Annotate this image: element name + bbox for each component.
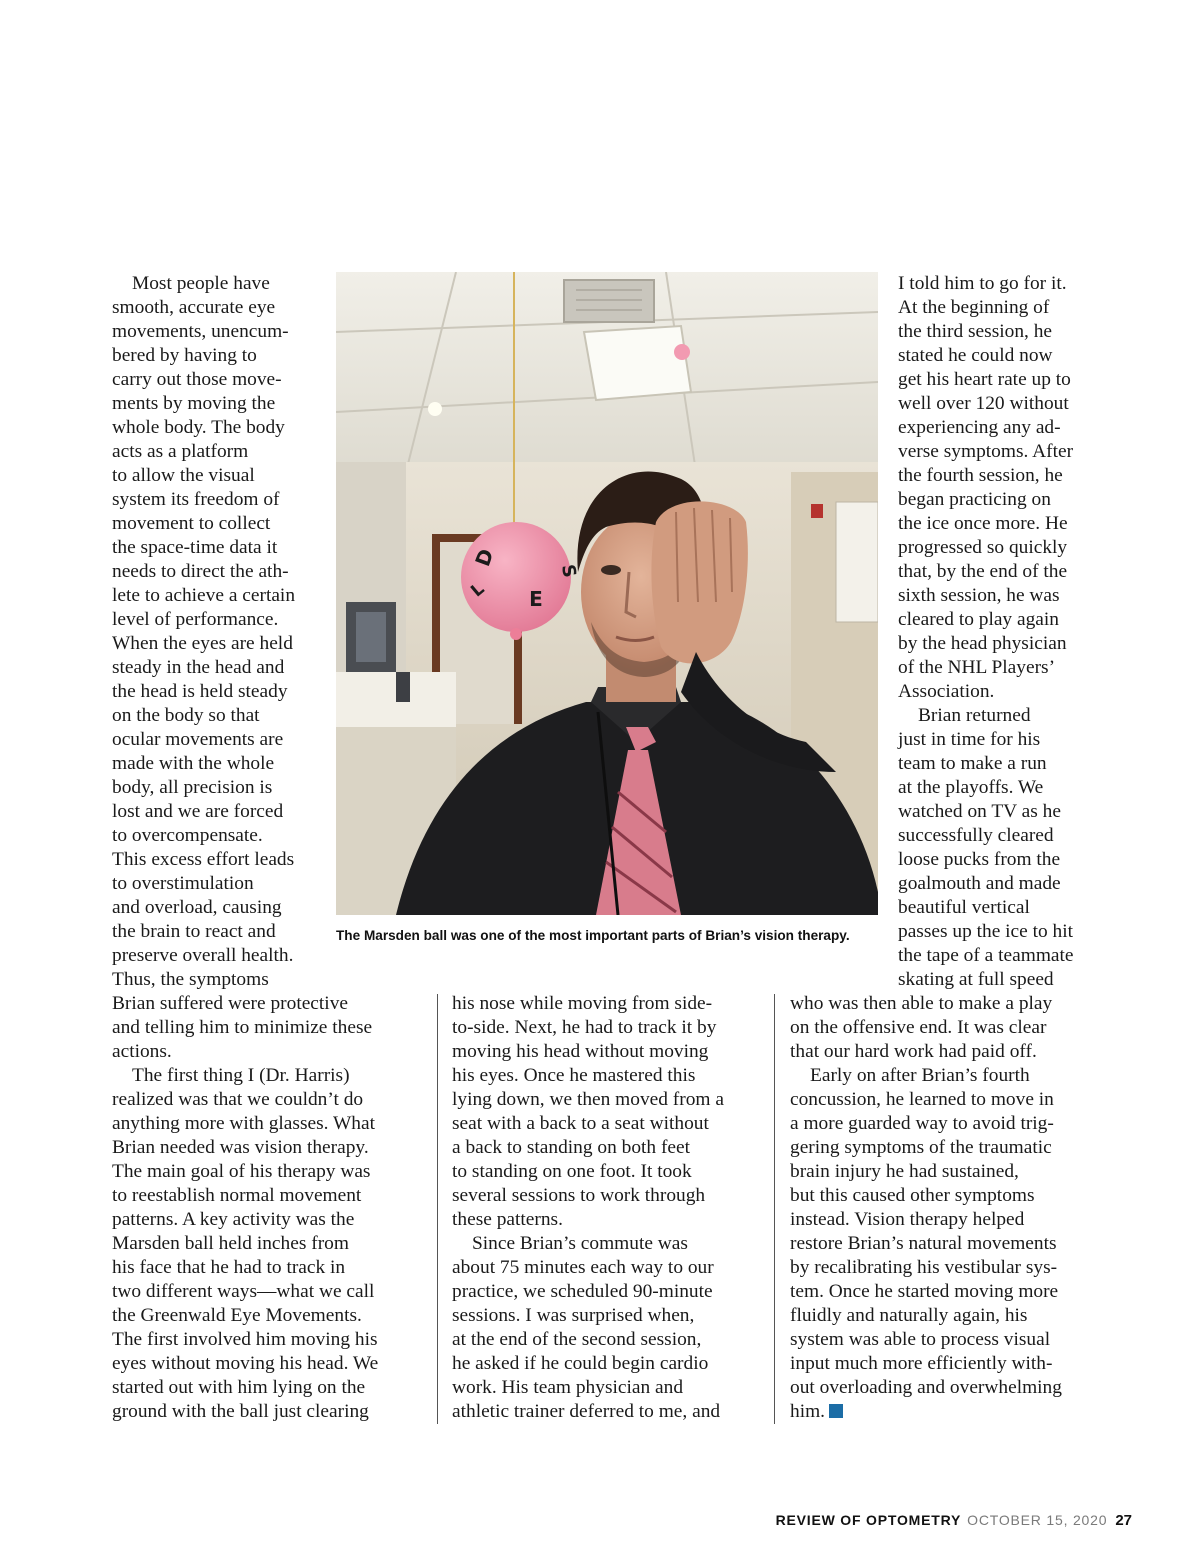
text-line: Brian suffered were protective xyxy=(112,993,348,1014)
text-line: I told him to go for it. xyxy=(898,273,1067,294)
text-line: sessions. I was surprised when, xyxy=(452,1305,695,1326)
text-line: his eyes. Once he mastered this xyxy=(452,1065,696,1086)
text-line: gering symptoms of the traumatic xyxy=(790,1137,1052,1158)
text-line: his nose while moving from side- xyxy=(452,993,713,1014)
text-line: but this caused other symptoms xyxy=(790,1185,1035,1206)
text-line: fluidly and naturally again, his xyxy=(790,1305,1028,1326)
text-line: patterns. A key activity was the xyxy=(112,1209,355,1230)
text-line: the Greenwald Eye Movements. xyxy=(112,1305,362,1326)
text-line: instead. Vision therapy helped xyxy=(790,1209,1025,1230)
text-line: team to make a run xyxy=(898,753,1047,774)
text-line: that our hard work had paid off. xyxy=(790,1041,1037,1062)
text-line: sixth session, he was xyxy=(898,585,1060,606)
text-line: at the playoffs. We xyxy=(898,777,1044,798)
text-line: brain injury he had sustained, xyxy=(790,1161,1019,1182)
text-line: needs to direct the ath- xyxy=(112,561,289,582)
text-line: a back to standing on both feet xyxy=(452,1137,691,1158)
text-line: smooth, accurate eye xyxy=(112,297,276,318)
ball-letter: D xyxy=(470,545,499,570)
magazine-name: REVIEW OF OPTOMETRY xyxy=(775,1512,962,1528)
text-line: carry out those move- xyxy=(112,369,282,390)
column-divider-2 xyxy=(774,994,775,1424)
text-line: the head is held steady xyxy=(112,681,288,702)
text-line: ground with the ball just clearing xyxy=(112,1401,369,1422)
text-line: Since Brian’s commute was xyxy=(472,1233,688,1254)
text-line: by the head physician xyxy=(898,633,1067,654)
text-line: several sessions to work through xyxy=(452,1185,706,1206)
text-line: watched on TV as he xyxy=(898,801,1061,822)
text-line: Most people have xyxy=(132,273,270,294)
text-line: experiencing any ad- xyxy=(898,417,1061,438)
text-line: verse symptoms. After xyxy=(898,441,1074,462)
text-line: movement to collect xyxy=(112,513,271,534)
page-footer xyxy=(776,1511,1132,1530)
text-line: system its freedom of xyxy=(112,489,280,510)
text-line: The first involved him moving his xyxy=(112,1329,378,1350)
column-divider-1 xyxy=(437,994,438,1424)
text-line: Marsden ball held inches from xyxy=(112,1233,349,1254)
text-line: input much more efficiently with- xyxy=(790,1353,1053,1374)
text-line: body, all precision is xyxy=(112,777,273,798)
text-line: these patterns. xyxy=(452,1209,563,1230)
text-line: ocular movements are xyxy=(112,729,284,750)
text-line: his face that he had to track in xyxy=(112,1257,346,1278)
text-line: actions. xyxy=(112,1041,172,1062)
text-line: tem. Once he started moving more xyxy=(790,1281,1059,1302)
text-line: made with the whole xyxy=(112,753,275,774)
text-line: cleared to play again xyxy=(898,609,1059,630)
text-line: the tape of a teammate xyxy=(898,945,1074,966)
text-line: by recalibrating his vestibular sys- xyxy=(790,1257,1058,1278)
text-line: moving his head without moving xyxy=(452,1041,709,1062)
text-line: At the beginning of xyxy=(898,297,1050,318)
text-line: steady in the head and xyxy=(112,657,285,678)
text-line: realized was that we couldn’t do xyxy=(112,1089,364,1110)
text-line: lost and we are forced xyxy=(112,801,284,822)
ball-letter: E xyxy=(529,587,543,611)
text-line: stated he could now xyxy=(898,345,1053,366)
text-line: and overload, causing xyxy=(112,897,282,918)
text-line: of the NHL Players’ xyxy=(898,657,1056,678)
text-line: the third session, he xyxy=(898,321,1053,342)
text-line: at the end of the second session, xyxy=(452,1329,702,1350)
photo-caption: The Marsden ball was one of the most important parts of Brian’s vision therapy. xyxy=(336,928,850,943)
text-line: Early on after Brian’s fourth xyxy=(810,1065,1030,1086)
text-line: acts as a platform xyxy=(112,441,249,462)
issue-date: OCTOBER 15, 2020 xyxy=(967,1512,1108,1528)
text-line: This excess effort leads xyxy=(112,849,295,870)
text-line: on the offensive end. It was clear xyxy=(790,1017,1047,1038)
text-line: well over 120 without xyxy=(898,393,1069,414)
text-line: to allow the visual xyxy=(112,465,255,486)
text-line: whole body. The body xyxy=(112,417,285,438)
page-number: 27 xyxy=(1115,1512,1132,1529)
text-line: to-side. Next, he had to track it by xyxy=(452,1017,717,1038)
text-line: about 75 minutes each way to our xyxy=(452,1257,714,1278)
text-line: beautiful vertical xyxy=(898,897,1030,918)
end-of-article-mark xyxy=(829,1404,843,1418)
text-line: The first thing I (Dr. Harris) xyxy=(132,1065,350,1086)
text-line: movements, unencum- xyxy=(112,321,289,342)
text-line: level of performance. xyxy=(112,609,279,630)
text-line: the ice once more. He xyxy=(898,513,1068,534)
article-photo xyxy=(336,272,878,915)
text-line: ments by moving the xyxy=(112,393,276,414)
text-line: Brian returned xyxy=(918,705,1031,726)
ball-letter: S xyxy=(556,562,580,580)
text-line: to standing on one foot. It took xyxy=(452,1161,692,1182)
text-line: lying down, we then moved from a xyxy=(452,1089,724,1110)
text-line: loose pucks from the xyxy=(898,849,1061,870)
text-line: get his heart rate up to xyxy=(898,369,1071,390)
text-line: system was able to process visual xyxy=(790,1329,1051,1350)
text-line: goalmouth and made xyxy=(898,873,1061,894)
text-line: the fourth session, he xyxy=(898,465,1063,486)
text-line: anything more with glasses. What xyxy=(112,1113,375,1134)
text-line: just in time for his xyxy=(898,729,1041,750)
ball-letter: L xyxy=(467,579,489,602)
text-line: Brian needed was vision therapy. xyxy=(112,1137,369,1158)
text-line: began practicing on xyxy=(898,489,1051,510)
text-line: Thus, the symptoms xyxy=(112,969,269,990)
text-line: he asked if he could begin cardio xyxy=(452,1353,709,1374)
text-line: to overstimulation xyxy=(112,873,254,894)
text-line: progressed so quickly xyxy=(898,537,1068,558)
text-line: concussion, he learned to move in xyxy=(790,1089,1054,1110)
text-line: successfully cleared xyxy=(898,825,1054,846)
text-line: on the body so that xyxy=(112,705,260,726)
text-line: lete to achieve a certain xyxy=(112,585,296,606)
text-line: two different ways—what we call xyxy=(112,1281,375,1302)
text-line: passes up the ice to hit xyxy=(898,921,1074,942)
text-line: the brain to react and xyxy=(112,921,276,942)
text-line: started out with him lying on the xyxy=(112,1377,366,1398)
text-line: the space-time data it xyxy=(112,537,278,558)
text-line: practice, we scheduled 90-minute xyxy=(452,1281,713,1302)
text-line: to reestablish normal movement xyxy=(112,1185,362,1206)
text-line: seat with a back to a seat without xyxy=(452,1113,709,1134)
text-line: eyes without moving his head. We xyxy=(112,1353,379,1374)
text-line: him. xyxy=(790,1400,843,1424)
text-line: preserve overall health. xyxy=(112,945,294,966)
text-line: that, by the end of the xyxy=(898,561,1068,582)
text-line: restore Brian’s natural movements xyxy=(790,1233,1057,1254)
text-line: and telling him to minimize these xyxy=(112,1017,373,1038)
text-line: out overloading and overwhelming xyxy=(790,1377,1062,1398)
text-line: When the eyes are held xyxy=(112,633,293,654)
text-line: to overcompensate. xyxy=(112,825,263,846)
text-line: work. His team physician and xyxy=(452,1377,684,1398)
text-line: skating at full speed xyxy=(898,969,1054,990)
text-line: The main goal of his therapy was xyxy=(112,1161,371,1182)
text-line: who was then able to make a play xyxy=(790,993,1053,1014)
text-line: bered by having to xyxy=(112,345,257,366)
text-line: a more guarded way to avoid trig- xyxy=(790,1113,1054,1134)
text-line: athletic trainer deferred to me, and xyxy=(452,1401,721,1422)
marsden-ball xyxy=(461,522,571,632)
text-line: Association. xyxy=(898,681,995,702)
